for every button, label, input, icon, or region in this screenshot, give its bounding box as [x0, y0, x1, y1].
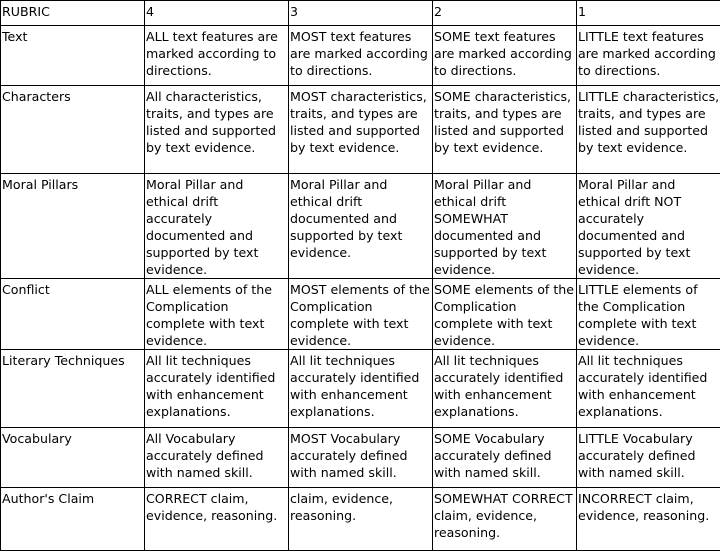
criteria-cell: claim, evidence, reasoning.: [289, 488, 433, 551]
criteria-cell: MOST Vocabulary accurately defined with named skill.: [289, 428, 433, 488]
header-cell-score-3: 3: [289, 1, 433, 26]
criteria-cell: Moral Pillar and ethical drift NOT accurately documented and supported by text evidence.: [577, 174, 720, 279]
criteria-cell: Moral Pillar and ethical drift documented and supported by text evidence.: [289, 174, 433, 279]
criteria-cell: ALL text features are marked according to directions.: [145, 26, 289, 86]
row-label: Moral Pillars: [1, 174, 145, 279]
criteria-cell: All characteristics, traits, and types are listed and supported by text evidence.: [145, 86, 289, 174]
criteria-cell: LITTLE Vocabulary accurately defined with named skill.: [577, 428, 720, 488]
criteria-cell: LITTLE text features are marked according to directions.: [577, 26, 720, 86]
header-row: [1, 1, 720, 26]
row-label: Characters: [1, 86, 145, 174]
row-label: Vocabulary: [1, 428, 145, 488]
criteria-cell: CORRECT claim, evidence, reasoning.: [145, 488, 289, 551]
criteria-cell: LITTLE characteristics, traits, and types are listed and supported by text evidence.: [577, 86, 720, 174]
header-cell-score-2: 2: [433, 1, 577, 26]
criteria-cell: All lit techniques accurately identified with enhancement explanations.: [289, 350, 433, 428]
criteria-cell: ALL elements of the Complication complete with text evidence.: [145, 279, 289, 350]
table-row: [1, 174, 720, 279]
table-row: [1, 86, 720, 174]
criteria-cell: Moral Pillar and ethical drift SOMEWHAT documented and supported by text evidence.: [433, 174, 577, 279]
criteria-cell: All Vocabulary accurately defined with named skill.: [145, 428, 289, 488]
criteria-cell: INCORRECT claim, evidence, reasoning.: [577, 488, 720, 551]
row-label: Text: [1, 26, 145, 86]
criteria-cell: SOME Vocabulary accurately defined with named skill.: [433, 428, 577, 488]
header-cell-score-4: 4: [145, 1, 289, 26]
criteria-cell: SOME elements of the Complication complete with text evidence.: [433, 279, 577, 350]
criteria-cell: MOST characteristics, traits, and types are listed and supported by text evidence.: [289, 86, 433, 174]
header-cell-rubric: RUBRIC: [1, 1, 145, 26]
criteria-cell: Moral Pillar and ethical drift accurately documented and supported by text evidence.: [145, 174, 289, 279]
criteria-cell: LITTLE elements of the Complication complete with text evidence.: [577, 279, 720, 350]
row-label: Literary Techniques: [1, 350, 145, 428]
criteria-cell: MOST text features are marked according to directions.: [289, 26, 433, 86]
table-row: [1, 488, 720, 551]
criteria-cell: All lit techniques accurately identified with enhancement explanations.: [433, 350, 577, 428]
table-row: [1, 279, 720, 350]
criteria-cell: All lit techniques accurately identified with enhancement explanations.: [577, 350, 720, 428]
criteria-cell: All lit techniques accurately identified with enhancement explanations.: [145, 350, 289, 428]
criteria-cell: SOME characteristics, traits, and types are listed and supported by text evidence.: [433, 86, 577, 174]
table-row: [1, 428, 720, 488]
row-label: Conflict: [1, 279, 145, 350]
criteria-cell: MOST elements of the Complication complete with text evidence.: [289, 279, 433, 350]
row-label: Author's Claim: [1, 488, 145, 551]
criteria-cell: SOMEWHAT CORRECT claim, evidence, reasoning.: [433, 488, 577, 551]
header-cell-score-1: 1: [577, 1, 720, 26]
table-row: [1, 350, 720, 428]
criteria-cell: SOME text features are marked according to directions.: [433, 26, 577, 86]
table-row: [1, 26, 720, 86]
